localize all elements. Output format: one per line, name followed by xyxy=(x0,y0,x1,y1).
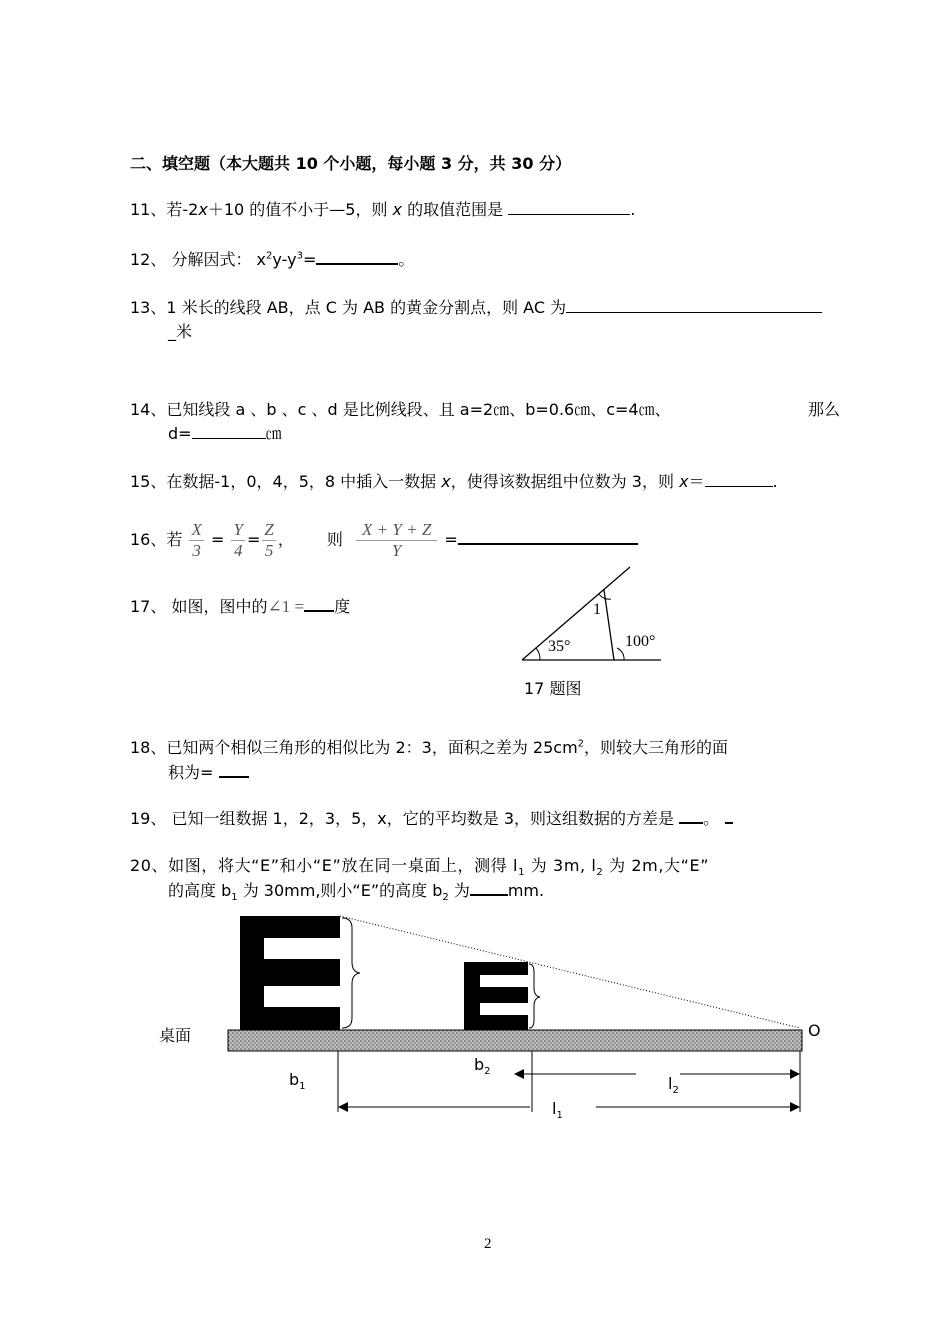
b2-letter: b xyxy=(474,1055,485,1074)
equals-sign: = xyxy=(210,530,225,549)
question-number: 14、 xyxy=(130,400,167,419)
q11-text-b: ＋10 的值不小于—5，则 xyxy=(207,200,393,219)
q18-text-b: ，则较大三角形的面 xyxy=(584,738,729,757)
l2-letter: l xyxy=(668,1074,673,1093)
figure-label-1: 1 xyxy=(593,601,601,618)
q11-text-d: . xyxy=(630,200,636,219)
page-number: 2 xyxy=(484,1236,492,1252)
q14-text-b: 那么 xyxy=(808,400,841,419)
section-title: 二、填空题（本大题共 10 个小题，每小题 3 分，共 30 分） xyxy=(130,154,572,173)
q16-text-ze: 则 xyxy=(326,530,343,549)
q20-text-f: 为 xyxy=(448,881,470,900)
q14-text-d: ㎝ xyxy=(265,424,282,443)
frac-num: X + Y + Z xyxy=(356,520,437,541)
question-number: 17、 xyxy=(130,597,167,616)
brace-b1 xyxy=(342,918,360,1028)
q11-text-c: 的取值范围是 xyxy=(402,200,509,219)
q20-text-g: mm. xyxy=(507,881,545,900)
point-o-label: O xyxy=(808,1021,821,1040)
l1-arrowhead-right xyxy=(790,1102,800,1112)
equals-sign: = xyxy=(444,530,458,549)
l1-subscript: 1 xyxy=(556,1110,563,1122)
q15-var-x: x xyxy=(441,472,451,491)
b1-label xyxy=(289,1068,306,1092)
q18-text-a: 已知两个相似三角形的相似比为 2：3，面积之差为 25cm xyxy=(166,738,578,757)
q15-text-d: . xyxy=(772,472,778,491)
equals-sign: = xyxy=(246,530,261,549)
q20-text-a: 如图，将大“E”和小“E”放在同一桌面上，测得 l xyxy=(168,856,519,875)
q20-text-d: 的高度 b xyxy=(168,881,232,900)
q12-text-a: 分解因式： x xyxy=(166,250,267,269)
question-number: 20、 xyxy=(130,856,169,875)
q15-var-x2: x xyxy=(679,472,689,491)
question-number: 13、 xyxy=(130,298,167,317)
q18-sup: 2 xyxy=(577,738,585,750)
big-e-letter xyxy=(240,916,340,1030)
question-number: 12、 xyxy=(130,250,167,269)
question-number: 18、 xyxy=(130,738,167,757)
q11-var-x: x xyxy=(198,200,208,219)
b2-subscript: 2 xyxy=(484,1066,491,1078)
q11-text-a: 若-2 xyxy=(166,200,199,219)
q20-sub1: 1 xyxy=(518,867,526,879)
q19-text-b: 。 xyxy=(703,809,720,828)
q12-sup1: 2 xyxy=(266,250,273,262)
q20-text-e: 为 30mm,则小“E”的高度 b xyxy=(237,881,443,900)
l1-arrowhead-left xyxy=(338,1102,348,1112)
l2-subscript: 2 xyxy=(672,1085,679,1097)
frac-num: Y xyxy=(233,520,243,539)
q13-text-a: 1 米长的线段 AB，点 C 为 AB 的黄金分割点，则 AC 为 xyxy=(166,298,567,317)
q19-text-a: 已知一组数据 1，2，3，5，x，它的平均数是 3，则这组数据的方差是 xyxy=(166,809,675,828)
q18-text-c: 积为= xyxy=(168,763,214,782)
q12-text-c: = xyxy=(302,250,317,269)
question-number: 15、 xyxy=(130,472,167,491)
q20-sub4: 2 xyxy=(442,892,449,904)
q20-text-b: 为 3m, l xyxy=(525,856,597,875)
q12-text-b: y-y xyxy=(272,250,297,269)
frac-den: Y xyxy=(391,541,402,560)
brace-b2 xyxy=(529,964,540,1028)
q13-line2: _米 xyxy=(168,322,193,341)
l1-label xyxy=(552,1097,563,1121)
q16-text-a: 若 xyxy=(166,530,183,549)
b1-letter: b xyxy=(289,1070,300,1089)
q12-text-d: 。 xyxy=(398,250,415,269)
figure-label-100: 100° xyxy=(625,633,656,650)
q14-text-a: 已知线段 a 、b 、c 、d 是比例线段、且 a=2㎝、b=0.6㎝、c=4㎝、 xyxy=(166,400,671,419)
l2-arrowhead-left xyxy=(514,1069,524,1079)
q20-text-c: 为 2m,大“E” xyxy=(603,856,710,875)
q20-sub2: 2 xyxy=(596,867,604,879)
q15-text-a: 在数据-1，0，4，5，8 中插入一数据 xyxy=(166,472,442,491)
desk-surface xyxy=(228,1030,802,1051)
frac-den: 4 xyxy=(233,541,243,560)
q15-text-b: ，使得该数据组中位数为 3，则 xyxy=(450,472,680,491)
figure-label-35: 35° xyxy=(548,638,571,655)
q15-text-c: ＝ xyxy=(688,472,705,491)
question-number: 19、 xyxy=(130,809,167,828)
frac-num: Z xyxy=(264,520,274,539)
frac-num: X xyxy=(191,520,202,539)
question-number: 16、 xyxy=(130,530,167,549)
frac-den: 3 xyxy=(192,541,201,560)
l2-label xyxy=(668,1072,679,1096)
q20-sub3: 1 xyxy=(231,892,238,904)
b1-subscript: 1 xyxy=(299,1081,306,1093)
q11-var-x2: x xyxy=(392,200,402,219)
q14-text-c: d= xyxy=(168,424,192,443)
b2-label xyxy=(474,1053,491,1077)
q12-sup2: 3 xyxy=(296,250,303,262)
sight-line xyxy=(340,916,800,1028)
question-number: 11、 xyxy=(130,200,167,219)
frac-den: 5 xyxy=(264,541,274,560)
angle-symbol: ∠1 = xyxy=(267,597,305,616)
figure-17-caption: 17 题图 xyxy=(524,679,582,698)
small-e-letter xyxy=(464,962,528,1030)
l1-letter: l xyxy=(552,1099,557,1118)
l2-arrowhead-right xyxy=(790,1069,800,1079)
desk-label: 桌面 xyxy=(159,1026,192,1045)
comma: ， xyxy=(277,530,294,549)
q17-text-a: 如图，图中的 xyxy=(166,597,268,616)
q17-text-b: 度 xyxy=(334,597,351,616)
